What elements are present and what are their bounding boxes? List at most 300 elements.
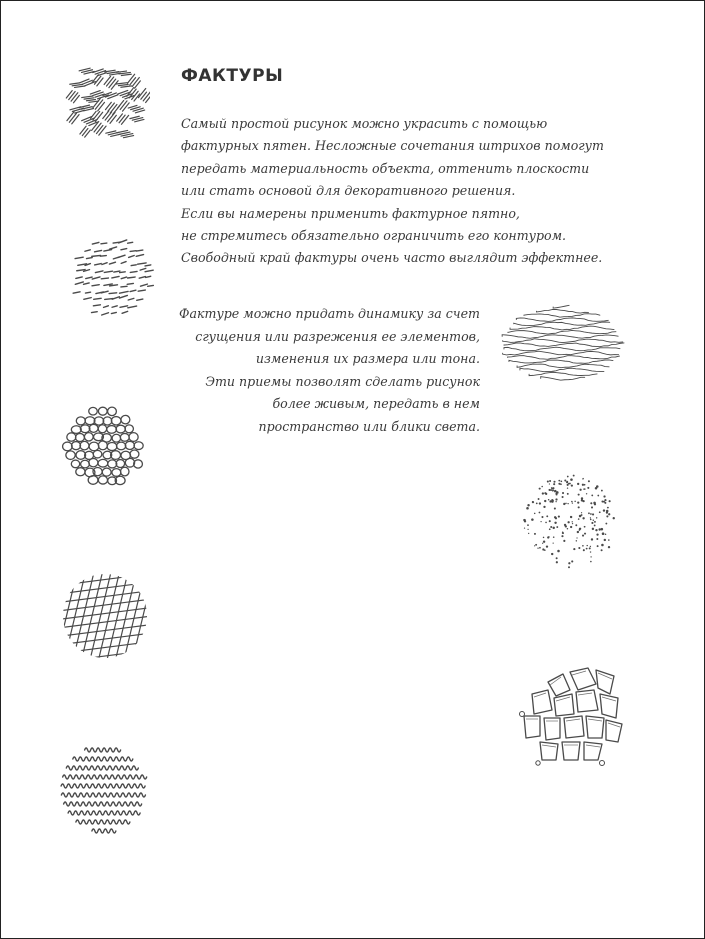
texture-mark bbox=[116, 83, 127, 84]
texture-mark bbox=[139, 277, 145, 279]
texture-mark bbox=[588, 512, 590, 514]
texture-mark bbox=[592, 528, 594, 530]
texture-mark bbox=[75, 86, 85, 87]
texture-mark bbox=[601, 490, 603, 492]
texture-mark bbox=[572, 521, 573, 522]
texture-mark bbox=[134, 442, 143, 450]
texture-mark bbox=[84, 98, 94, 99]
intro-paragraph bbox=[181, 113, 621, 270]
texture-mark bbox=[61, 784, 145, 788]
scale-texture bbox=[60, 405, 150, 489]
texture-mark bbox=[568, 562, 570, 564]
texture-mark bbox=[587, 487, 589, 489]
texture-mark bbox=[85, 417, 95, 425]
short-stroke-texture bbox=[60, 236, 160, 320]
texture-mark bbox=[508, 330, 616, 334]
texture-mark bbox=[582, 517, 584, 519]
texture-mark bbox=[109, 293, 117, 294]
texture-mark bbox=[542, 492, 544, 494]
texture-mark bbox=[599, 511, 601, 513]
texture-mark bbox=[108, 103, 115, 111]
texture-mark bbox=[524, 314, 600, 318]
texture-mark bbox=[103, 417, 112, 425]
texture-mark bbox=[601, 528, 604, 531]
texture-mark bbox=[95, 271, 103, 273]
texture-mark bbox=[89, 442, 99, 451]
texture-mark bbox=[548, 536, 550, 538]
texture-mark bbox=[137, 299, 143, 300]
texture-mark bbox=[107, 442, 117, 450]
texture-mark bbox=[592, 513, 594, 515]
texture-mark bbox=[510, 326, 614, 330]
texture-mark bbox=[582, 500, 584, 502]
texture-mark bbox=[555, 498, 557, 500]
texture-mark bbox=[590, 556, 591, 557]
texture-mark bbox=[567, 476, 569, 478]
texture-mark bbox=[534, 533, 536, 535]
texture-mark bbox=[562, 531, 563, 532]
texture-mark bbox=[108, 407, 117, 415]
texture-mark bbox=[520, 368, 604, 372]
texture-mark bbox=[550, 489, 552, 491]
texture-mark bbox=[102, 313, 109, 315]
texture-mark bbox=[563, 503, 565, 505]
texture-mark bbox=[597, 545, 599, 547]
text-line: Если вы намерены применить фактурное пятно, bbox=[181, 205, 520, 221]
texture-mark bbox=[548, 499, 549, 500]
texture-mark bbox=[138, 290, 145, 291]
texture-mark bbox=[75, 257, 83, 258]
texture-mark bbox=[121, 277, 126, 279]
texture-mark bbox=[536, 502, 538, 504]
texture-mark bbox=[598, 673, 612, 679]
texture-mark bbox=[552, 490, 554, 492]
texture-mark bbox=[566, 481, 568, 483]
texture-mark bbox=[590, 519, 592, 521]
texture-mark bbox=[596, 534, 598, 536]
texture-mark bbox=[509, 360, 613, 363]
texture-mark bbox=[577, 531, 579, 533]
texture-mark bbox=[567, 528, 568, 529]
texture-mark bbox=[613, 517, 615, 519]
texture-mark bbox=[67, 433, 76, 441]
texture-mark bbox=[85, 250, 90, 251]
texture-mark bbox=[563, 540, 565, 542]
texture-mark bbox=[532, 690, 552, 714]
texture-mark bbox=[58, 570, 152, 577]
texture-mark bbox=[72, 442, 81, 450]
texture-mark bbox=[73, 757, 133, 761]
texture-mark bbox=[575, 524, 577, 526]
texture-mark bbox=[71, 93, 78, 101]
texture-mark bbox=[570, 516, 572, 518]
texture-mark bbox=[567, 484, 569, 486]
texture-mark bbox=[92, 285, 99, 286]
texture-mark bbox=[101, 291, 108, 293]
texture-mark bbox=[80, 441, 89, 450]
text-line: фактурных пятен. Несложные сочетания штрихов помогут bbox=[181, 138, 604, 154]
texture-mark bbox=[108, 112, 115, 121]
texture-mark bbox=[98, 425, 106, 433]
texture-mark bbox=[601, 549, 603, 551]
text-line: не стремитесь обязательно ограничить его контуром. bbox=[181, 228, 567, 244]
texture-mark bbox=[119, 295, 127, 298]
texture-mark bbox=[64, 802, 142, 806]
texture-mark bbox=[514, 322, 610, 326]
texture-mark bbox=[85, 748, 121, 752]
texture-mark bbox=[112, 306, 117, 307]
text-line: или стать основой для декоративного решения. bbox=[181, 183, 516, 199]
texture-mark bbox=[542, 543, 543, 544]
texture-mark bbox=[58, 650, 152, 662]
texture-mark bbox=[58, 642, 152, 654]
texture-mark bbox=[121, 86, 132, 87]
texture-mark bbox=[562, 492, 564, 494]
texture-mark bbox=[75, 282, 83, 284]
texture-mark bbox=[527, 529, 528, 530]
texture-mark bbox=[95, 264, 102, 265]
text-line: Фактуре можно придать динамику за счет bbox=[179, 306, 480, 321]
texture-mark bbox=[605, 523, 607, 525]
page-title: ФАКТУРЫ bbox=[181, 66, 284, 86]
texture-mark bbox=[98, 407, 107, 415]
texture-mark bbox=[570, 668, 596, 690]
texture-mark bbox=[595, 487, 598, 490]
texture-mark bbox=[99, 126, 106, 135]
texture-mark bbox=[553, 536, 555, 538]
texture-mark bbox=[591, 506, 593, 508]
texture-mark bbox=[76, 417, 85, 425]
texture-mark bbox=[132, 78, 139, 87]
texture-mark bbox=[80, 425, 90, 433]
texture-mark bbox=[58, 659, 152, 663]
texture-mark bbox=[550, 526, 552, 528]
texture-mark bbox=[582, 484, 584, 486]
texture-mark bbox=[554, 516, 556, 518]
texture-mark bbox=[562, 496, 564, 498]
texture-mark bbox=[527, 524, 529, 526]
texture-mark bbox=[107, 426, 117, 434]
texture-mark bbox=[576, 537, 577, 538]
texture-mark bbox=[556, 557, 558, 559]
texture-mark bbox=[508, 356, 620, 360]
texture-mark bbox=[576, 690, 598, 712]
texture-mark bbox=[104, 306, 109, 308]
texture-mark bbox=[86, 277, 92, 278]
texture-mark bbox=[127, 283, 133, 284]
texture-mark bbox=[527, 504, 529, 506]
texture-mark bbox=[138, 263, 147, 264]
texture-mark bbox=[63, 442, 73, 451]
texture-mark bbox=[524, 528, 525, 529]
texture-mark bbox=[604, 539, 606, 541]
texture-mark bbox=[121, 262, 126, 264]
texture-mark bbox=[94, 417, 104, 425]
texture-mark bbox=[76, 468, 85, 476]
texture-mark bbox=[590, 551, 591, 552]
texture-mark bbox=[545, 522, 547, 524]
texture-mark bbox=[573, 548, 575, 550]
texture-mark bbox=[588, 480, 590, 482]
texture-mark bbox=[608, 546, 610, 548]
texture-mark bbox=[537, 547, 538, 548]
texture-mark bbox=[577, 483, 579, 485]
stone-texture bbox=[518, 664, 628, 768]
texture-mark bbox=[549, 483, 550, 484]
text-line: Эти приемы позволят сделать рисунок bbox=[205, 373, 480, 389]
texture-mark bbox=[88, 476, 98, 485]
texture-mark bbox=[606, 515, 608, 517]
texture-mark bbox=[125, 441, 134, 449]
texture-mark bbox=[81, 460, 90, 468]
texture-mark bbox=[607, 507, 609, 509]
texture-mark bbox=[520, 712, 525, 717]
texture-mark bbox=[570, 526, 572, 528]
texture-mark bbox=[590, 546, 591, 547]
texture-mark bbox=[591, 494, 593, 496]
texture-mark bbox=[578, 494, 580, 496]
texture-mark bbox=[116, 425, 125, 433]
texture-mark bbox=[539, 502, 541, 504]
texture-mark bbox=[571, 484, 573, 486]
texture-mark bbox=[118, 84, 128, 85]
texture-mark bbox=[120, 433, 129, 441]
texture-mark bbox=[582, 545, 584, 547]
texture-mark bbox=[604, 502, 606, 504]
texture-mark bbox=[590, 513, 592, 515]
texture-mark bbox=[66, 766, 138, 770]
texture-mark bbox=[502, 335, 618, 339]
texture-mark bbox=[553, 481, 555, 483]
texture-mark bbox=[93, 111, 100, 119]
texture-mark bbox=[523, 519, 525, 521]
texture-mark bbox=[93, 450, 102, 458]
texture-mark bbox=[84, 298, 91, 300]
texture-mark bbox=[136, 255, 143, 257]
texture-mark bbox=[555, 501, 556, 502]
texture-mark bbox=[557, 492, 558, 493]
texture-mark bbox=[123, 103, 130, 111]
texture-mark bbox=[95, 112, 102, 121]
texture-mark bbox=[578, 693, 592, 695]
texture-mark bbox=[603, 495, 605, 497]
text-line: Самый простой рисунок можно украсить с помощью bbox=[181, 116, 548, 131]
texture-mark bbox=[138, 89, 145, 98]
texture-mark bbox=[593, 502, 596, 505]
texture-mark bbox=[551, 553, 553, 555]
texture-mark bbox=[553, 483, 555, 485]
texture-mark bbox=[141, 570, 153, 662]
texture-mark bbox=[72, 84, 83, 85]
texture-mark bbox=[567, 493, 569, 495]
texture-mark bbox=[582, 478, 583, 479]
texture-mark bbox=[121, 74, 131, 75]
texture-mark bbox=[589, 547, 591, 549]
text-line: пространство или блики света. bbox=[258, 418, 480, 434]
texture-mark bbox=[61, 793, 145, 797]
texture-mark bbox=[560, 480, 562, 482]
texture-mark bbox=[540, 742, 558, 760]
texture-mark bbox=[128, 298, 134, 300]
texture-mark bbox=[584, 533, 586, 535]
texture-mark bbox=[554, 522, 556, 524]
texture-mark bbox=[593, 520, 594, 521]
texture-mark bbox=[602, 532, 605, 535]
texture-mark bbox=[77, 270, 85, 271]
texture-mark bbox=[543, 537, 545, 539]
texture-mark bbox=[125, 425, 133, 433]
texture-mark bbox=[98, 476, 107, 484]
text-line: изменения их размера или тона. bbox=[255, 351, 480, 367]
texture-mark bbox=[564, 479, 566, 481]
texture-mark bbox=[539, 512, 541, 514]
texture-mark bbox=[140, 284, 147, 286]
texture-mark bbox=[143, 92, 150, 101]
texture-mark bbox=[98, 459, 108, 467]
texture-mark bbox=[552, 487, 554, 489]
texture-mark bbox=[112, 276, 119, 278]
texture-mark bbox=[531, 518, 534, 521]
texture-mark bbox=[572, 503, 573, 504]
texture-mark bbox=[121, 115, 128, 124]
wavy-line-texture bbox=[498, 303, 628, 385]
texture-mark bbox=[85, 292, 90, 293]
texture-mark bbox=[73, 292, 80, 293]
texture-mark bbox=[102, 263, 107, 265]
texture-mark bbox=[110, 115, 116, 123]
texture-mark bbox=[129, 433, 138, 442]
texture-mark bbox=[542, 548, 544, 550]
texture-mark bbox=[111, 81, 118, 90]
texture-mark bbox=[551, 487, 553, 489]
texture-mark bbox=[596, 517, 597, 518]
texture-mark bbox=[93, 305, 100, 306]
texture-mark bbox=[539, 488, 541, 490]
texture-mark bbox=[89, 407, 98, 415]
texture-mark bbox=[58, 570, 61, 662]
texture-mark bbox=[111, 417, 121, 425]
texture-mark bbox=[124, 570, 146, 662]
texture-mark bbox=[131, 265, 136, 266]
texture-mark bbox=[58, 570, 69, 662]
texture-mark bbox=[541, 516, 543, 518]
texture-mark bbox=[66, 451, 75, 460]
texture-mark bbox=[583, 549, 585, 551]
texture-mark bbox=[112, 469, 121, 477]
texture-mark bbox=[546, 545, 548, 547]
texture-mark bbox=[69, 113, 76, 122]
texture-mark bbox=[112, 434, 120, 442]
texture-mark bbox=[528, 533, 529, 534]
texture-mark bbox=[145, 270, 153, 272]
texture-mark bbox=[104, 250, 112, 252]
texture-mark bbox=[146, 276, 151, 277]
texture-mark bbox=[89, 458, 98, 466]
texture-mark bbox=[96, 125, 102, 133]
texture-mark bbox=[605, 534, 607, 536]
texture-mark bbox=[591, 522, 593, 524]
texture-mark bbox=[128, 277, 135, 278]
texture-mark bbox=[120, 272, 126, 273]
texture-mark bbox=[105, 112, 111, 120]
texture-mark bbox=[558, 483, 560, 485]
texture-mark bbox=[517, 364, 609, 368]
texture-mark bbox=[102, 468, 111, 476]
hatch-texture bbox=[60, 62, 150, 152]
texture-mark bbox=[117, 442, 126, 450]
texture-mark bbox=[148, 285, 154, 286]
texture-mark bbox=[567, 521, 569, 523]
texture-mark bbox=[577, 502, 579, 504]
wave-texture bbox=[55, 742, 150, 837]
texture-mark bbox=[101, 243, 107, 244]
texture-mark bbox=[109, 262, 115, 264]
texture-mark bbox=[587, 545, 588, 546]
texture-mark bbox=[549, 520, 551, 522]
texture-mark bbox=[529, 372, 597, 375]
texture-mark bbox=[67, 112, 74, 121]
texture-mark bbox=[532, 501, 534, 503]
texture-mark bbox=[570, 478, 573, 481]
texture-mark bbox=[128, 306, 137, 308]
texture-mark bbox=[145, 265, 151, 266]
texture-mark bbox=[130, 271, 137, 272]
texture-mark bbox=[549, 528, 551, 530]
texture-mark bbox=[536, 309, 588, 313]
texture-mark bbox=[76, 277, 82, 278]
texture-mark bbox=[597, 495, 599, 497]
texture-mark bbox=[132, 91, 139, 99]
texture-mark bbox=[551, 499, 553, 501]
texture-mark bbox=[540, 521, 541, 522]
texture-mark bbox=[581, 497, 583, 499]
texture-mark bbox=[526, 507, 529, 510]
texture-mark bbox=[556, 526, 558, 528]
texture-mark bbox=[121, 249, 127, 250]
texture-mark bbox=[110, 247, 117, 249]
texture-mark bbox=[606, 511, 608, 513]
texture-mark bbox=[543, 506, 545, 508]
texture-mark bbox=[120, 306, 128, 307]
text-line: передать материальность объекта, оттенить плоскости bbox=[181, 160, 590, 176]
texture-mark bbox=[584, 526, 586, 528]
texture-mark bbox=[140, 268, 146, 270]
texture-mark bbox=[115, 570, 137, 662]
texture-mark bbox=[104, 271, 112, 272]
texture-mark bbox=[127, 74, 134, 83]
texture-mark bbox=[609, 500, 611, 502]
texture-mark bbox=[542, 745, 556, 747]
texture-mark bbox=[549, 480, 551, 482]
texture-mark bbox=[503, 339, 623, 343]
texture-mark bbox=[556, 561, 558, 563]
texture-mark bbox=[92, 242, 99, 244]
texture-mark bbox=[539, 547, 541, 549]
texture-mark bbox=[104, 76, 110, 84]
text-line: сгущения или разрежения ее элементов, bbox=[195, 328, 480, 344]
texture-mark bbox=[94, 76, 100, 84]
texture-mark bbox=[120, 291, 129, 293]
texture-mark bbox=[538, 498, 540, 500]
texture-mark bbox=[566, 719, 580, 721]
texture-mark bbox=[567, 487, 568, 488]
texture-mark bbox=[557, 550, 560, 553]
texture-mark bbox=[111, 312, 116, 313]
texture-mark bbox=[92, 255, 101, 256]
texture-mark bbox=[583, 488, 585, 490]
texture-mark bbox=[101, 278, 108, 279]
texture-mark bbox=[600, 694, 618, 718]
